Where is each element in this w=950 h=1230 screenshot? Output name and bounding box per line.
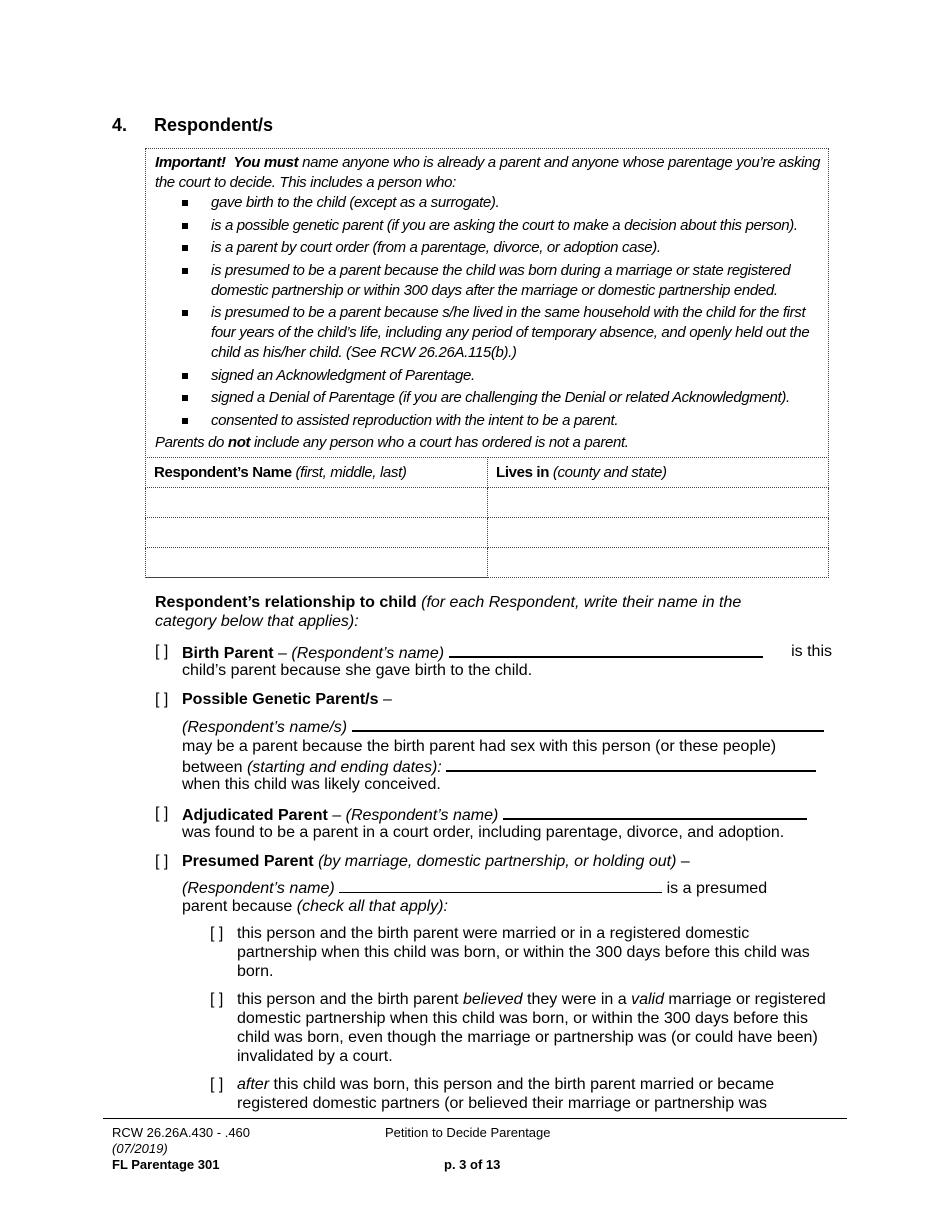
genetic-parent-reason: may be a parent because the birth parent had sex with this person (or these people) [182,738,777,755]
adjudicated-parent-reason: was found to be a parent in a court order, including parentage, divorce, and adoption. [182,824,785,841]
footer-form-title: Petition to Decide Parentage [385,1125,551,1140]
birth-parent-reason: child’s parent because she gave birth to the child. [182,662,533,679]
list-item: signed an Acknowledgment of Parentage. [146,366,830,386]
table-row [146,548,829,578]
footer-rcw: RCW 26.26A.430 - .460 [112,1125,251,1140]
genetic-parent-line: Possible Genetic Parent/s – [182,691,392,708]
footer-page-number: p. 3 of 13 [444,1157,501,1172]
footer-form-number: FL Parentage 301 [112,1157,220,1172]
presumed-option-1: this person and the birth parent were married or in a registered domestic partnership when this child was born, or within the 300 days before this child was born. [237,925,810,980]
adjudicated-parent-name-field[interactable] [503,804,807,820]
respondent-name-cell[interactable] [146,518,488,548]
square-bullet-icon [182,418,188,424]
square-bullet-icon [182,200,188,206]
square-bullet-icon [182,268,188,274]
you-must-label: You must [233,154,299,171]
list-item: gave birth to the child (except as a surrogate). [146,193,830,213]
lives-in-cell[interactable] [488,518,829,548]
birth-parent-name-field[interactable] [449,642,763,658]
birth-parent-line: Birth Parent – (Respondent’s name) is this [182,643,832,662]
presumed-parent-name-field[interactable] [339,878,662,893]
presumed-parent-checkbox[interactable]: [ ] [155,853,169,870]
notice-box [145,148,829,578]
section-number: 4. [112,115,128,135]
notice-intro [155,153,823,193]
list-item: consented to assisted reproduction with the intent to be a parent. [146,411,830,431]
square-bullet-icon [182,395,188,401]
presumed-option-2: this person and the birth parent believed they were in a valid marriage or registered domestic partnership when this child was born, or within the 300 days before this child was born, even though the marriage or partnership was (or could have been) invalidated by a court. [237,991,826,1065]
adjudicated-parent-checkbox[interactable]: [ ] [155,805,169,822]
genetic-parent-checkbox[interactable]: [ ] [155,691,169,708]
table-header-row [146,458,829,488]
square-bullet-icon [182,373,188,379]
genetic-parent-name-field[interactable] [352,716,824,732]
square-bullet-icon [182,310,188,316]
square-bullet-icon [182,245,188,251]
lives-in-cell[interactable] [488,488,829,518]
presumed-parent-name-line: (Respondent’s name) is a presumed [182,880,768,897]
birth-parent-checkbox[interactable]: [ ] [155,643,169,660]
notice-intro-text: name anyone who is already a parent and anyone whose parentage you’re asking the court to decide. This includes a person who: [155,154,821,191]
list-item: signed a Denial of Parentage (if you are challenging the Denial or related Acknowledgment). [146,388,830,408]
respondent-name-cell[interactable] [146,548,488,578]
column-header-name: Respondent’s Name (first, middle, last) [146,458,488,488]
notice-bullet-list [146,193,830,433]
presumed-option-3: after this child was born, this person and the birth parent married or became registered domestic partners (or believed their marriage or partnership was [237,1076,775,1112]
respondent-name-cell[interactable] [146,488,488,518]
adjudicated-parent-line: Adjudicated Parent – (Respondent’s name) [182,804,842,825]
notice-outro: Parents do not include any person who a court has ordered is not a parent. [155,434,629,451]
presumed-option-3-checkbox[interactable]: [ ] [210,1076,224,1093]
lives-in-cell[interactable] [488,548,829,578]
genetic-parent-name-line: (Respondent’s name/s) [182,716,842,737]
relationship-heading: Respondent’s relationship to child (for each Respondent, write their name in the category below that applies): [155,594,742,630]
section-title: Respondent/s [154,115,274,135]
important-label: Important! [155,154,226,171]
list-item: is presumed to be a parent because the child was born during a marriage or state registered domestic partnership or within 300 days after the marriage or domestic partnership ended. [146,261,830,301]
genetic-parent-dates-line: between (starting and ending dates): [182,756,842,777]
footer-date: (07/2019) [112,1141,168,1156]
list-item: is a parent by court order (from a parentage, divorce, or adoption case). [146,238,830,258]
presumed-option-1-checkbox[interactable]: [ ] [210,925,224,942]
section-heading [112,115,273,136]
list-item: is presumed to be a parent because s/he lived in the same household with the child for the first four years of the child’s life, including any period of temporary absence, and openly held out the child as his/her child. (See RCW 26.26A.115(b).) [146,303,830,363]
presumed-option-2-checkbox[interactable]: [ ] [210,991,224,1008]
presumed-parent-because: parent because (check all that apply): [182,898,448,915]
square-bullet-icon [182,223,188,229]
table-row [146,518,829,548]
respondent-table [145,457,829,578]
list-item: is a possible genetic parent (if you are asking the court to make a decision about this person). [146,216,830,236]
column-header-lives-in: Lives in (county and state) [488,458,829,488]
presumed-parent-line: Presumed Parent (by marriage, domestic partnership, or holding out) – [182,853,690,870]
table-row [146,488,829,518]
footer-divider [103,1118,847,1119]
conception-dates-field[interactable] [446,756,816,772]
genetic-parent-conceived: when this child was likely conceived. [182,776,441,793]
